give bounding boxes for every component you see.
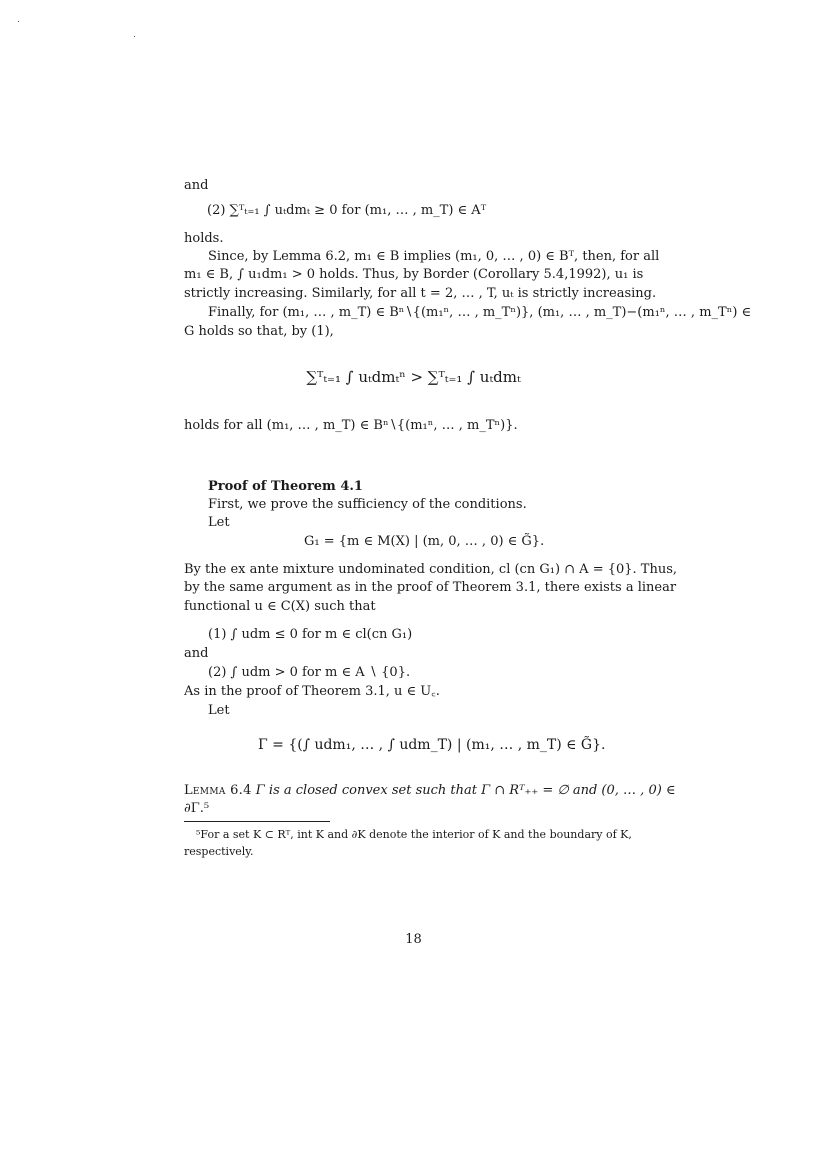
text-line: By the ex ante mixture undominated condition, cl (cn G₁) ∩ A = {0}. Thus, bbox=[184, 562, 678, 577]
display-equation-1: ∑ᵀₜ₌₁ ∫ uₜdmₜⁿ > ∑ᵀₜ₌₁ ∫ uₜdmₜ bbox=[306, 368, 521, 386]
display-equation-2: G₁ = {m ∈ M(X) | (m, 0, … , 0) ∈ G̃}. bbox=[304, 534, 545, 549]
text-line: strictly increasing. Similarly, for all t = 2, … , T, uₜ is strictly increasing. bbox=[184, 286, 657, 301]
page-number: 18 bbox=[405, 932, 422, 947]
text-line: Let bbox=[208, 703, 230, 718]
text-line: First, we prove the sufficiency of the conditions. bbox=[208, 497, 527, 512]
text-line: Since, by Lemma 6.2, m₁ ∈ B implies (m₁, 0, … , 0) ∈ Bᵀ, then, for all bbox=[208, 249, 660, 264]
text-line: and bbox=[184, 646, 209, 661]
text-line: Let bbox=[208, 515, 230, 530]
text-line: by the same argument as in the proof of Theorem 3.1, there exists a linear bbox=[184, 580, 677, 595]
text-line: As in the proof of Theorem 3.1, u ∈ U꜀. bbox=[184, 684, 440, 699]
scan-speck bbox=[18, 21, 19, 22]
condition-2: (2) ∫ udm > 0 for m ∈ A ∖ {0}. bbox=[208, 665, 411, 680]
text-line: holds for all (m₁, … , m_T) ∈ Bⁿ∖{(m₁ⁿ, … , m_Tⁿ)}. bbox=[184, 418, 518, 433]
text-line: m₁ ∈ B, ∫ u₁dm₁ > 0 holds. Thus, by Border (Corollary 5.4,1992), u₁ is bbox=[184, 267, 644, 282]
footnote-rule bbox=[184, 821, 330, 822]
lemma-label: Lemma 6.4 bbox=[184, 783, 252, 798]
footnote-text: ⁵For a set K ⊂ Rᵀ, int K and ∂K denote the interior of K and the boundary of K, bbox=[196, 828, 632, 841]
text-line: and bbox=[184, 178, 209, 193]
text-line: functional u ∈ C(X) such that bbox=[184, 599, 376, 614]
condition-1: (1) ∫ udm ≤ 0 for m ∈ cl(cn G₁) bbox=[208, 627, 413, 642]
text-line: holds. bbox=[184, 231, 224, 246]
display-equation-3: Γ = {(∫ udm₁, … , ∫ udm_T) | (m₁, … , m_T) ∈ G̃}. bbox=[258, 737, 606, 753]
condition-2: (2) ∑ᵀₜ₌₁ ∫ uₜdmₜ ≥ 0 for (m₁, … , m_T) ∈ Aᵀ bbox=[207, 203, 487, 218]
lemma-statement-cont: ∂Γ.⁵ bbox=[184, 801, 210, 816]
text-line: G holds so that, by (1), bbox=[184, 324, 334, 339]
lemma-statement: Γ is a closed convex set such that Γ ∩ Rᵀ₊₊ = ∅ and (0, … , 0) ∈ bbox=[255, 783, 676, 798]
text-line: Finally, for (m₁, … , m_T) ∈ Bⁿ∖{(m₁ⁿ, … , m_Tⁿ)}, (m₁, … , m_T)−(m₁ⁿ, … , m_Tⁿ) ∈ bbox=[208, 305, 752, 320]
scan-speck bbox=[134, 36, 135, 37]
footnote-text: respectively. bbox=[184, 845, 254, 858]
section-heading: Proof of Theorem 4.1 bbox=[208, 479, 363, 494]
